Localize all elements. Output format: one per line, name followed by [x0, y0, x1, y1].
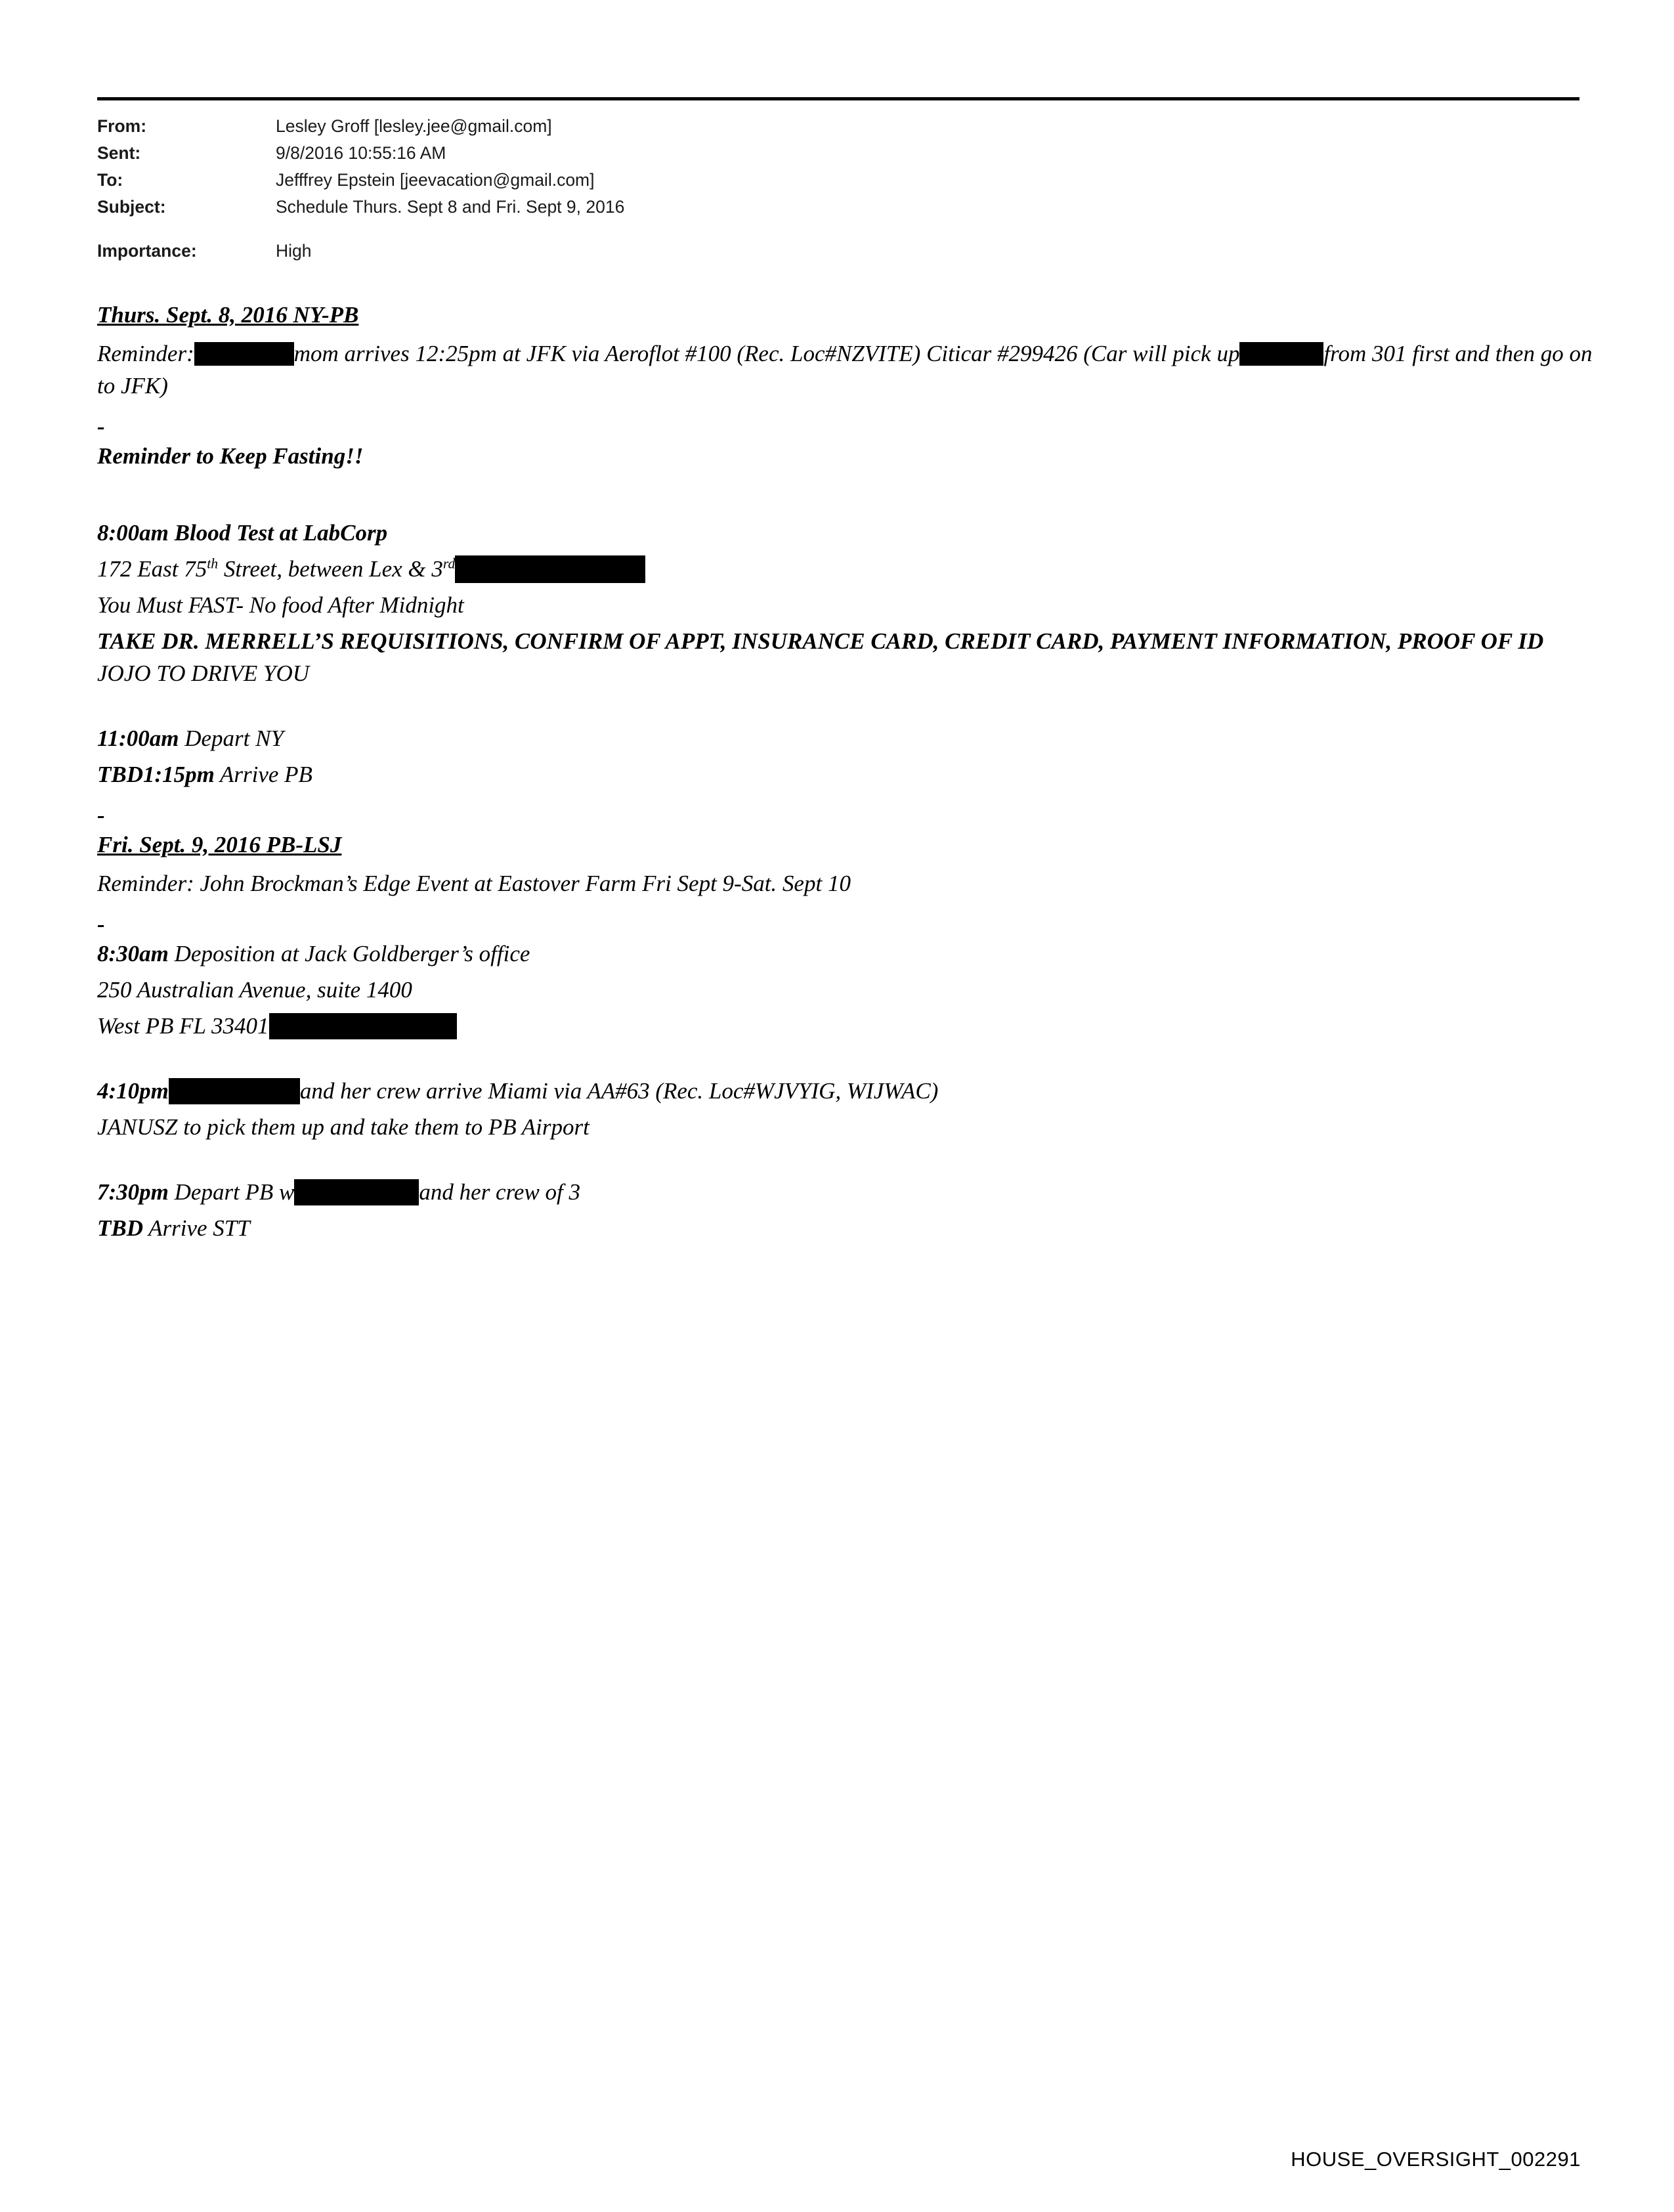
address-sup-rd: rd — [442, 555, 456, 572]
spacer — [97, 903, 1594, 918]
day2-reminder: Reminder: John Brockman’s Edge Event at Eastover Farm Fri Sept 9-Sat. Sept 10 — [97, 871, 851, 896]
day1-depart-time: 11:00am — [97, 726, 179, 751]
redaction-block — [455, 555, 645, 583]
redaction-block — [269, 1013, 457, 1039]
day2-depart-post: and her crew of 3 — [419, 1179, 581, 1205]
email-header — [97, 113, 1594, 265]
spacer — [97, 1046, 1594, 1075]
day2-miami-time: 4:10pm — [97, 1078, 169, 1104]
header-label-sent: Sent: — [97, 143, 141, 163]
day2-miami-arrival — [97, 1075, 1594, 1107]
header-row-subject — [97, 194, 1594, 221]
day2-depo-time: 8:30am — [97, 941, 169, 966]
day2-arrive-time: TBD — [97, 1215, 143, 1241]
day1-reminder-mid: mom arrives 12:25pm at JFK via Aeroflot #100 (Rec. Loc#NZVITE) Citicar #299426 (Car will pick up — [293, 341, 1240, 366]
day1-reminder-pre: Reminder: — [97, 341, 194, 366]
spacer — [97, 693, 1594, 722]
day2-depart — [97, 1176, 1594, 1208]
day1-dash-2: - — [97, 802, 105, 828]
day1-blood-test: 8:00am Blood Test at LabCorp — [97, 520, 388, 546]
day1-reminder — [97, 337, 1594, 402]
header-value-sent: 9/8/2016 10:55:16 AM — [276, 143, 446, 163]
day1-reminder-post: from 301 first and then go on to JFK) — [97, 341, 1593, 399]
day2-arrive-text: Arrive STT — [143, 1215, 250, 1241]
header-value-from: Lesley Groff [lesley.jee@gmail.com] — [276, 116, 552, 136]
redaction-block — [294, 1179, 419, 1205]
header-rule — [97, 97, 1579, 100]
day1-arrive — [97, 758, 1594, 791]
day2-arrive — [97, 1212, 1594, 1244]
bates-stamp: HOUSE_OVERSIGHT_002291 — [1291, 2148, 1581, 2171]
header-label-importance: Importance: — [97, 241, 197, 261]
day1-depart-text: Depart NY — [179, 726, 284, 751]
spacer — [97, 794, 1594, 809]
day1-fasting-reminder: Reminder to Keep Fasting!! — [97, 443, 364, 469]
day2-heading: Fri. Sept. 9, 2016 PB-LSJ — [97, 832, 342, 857]
day1-dash: - — [97, 414, 105, 439]
header-gap — [97, 221, 1594, 238]
header-row-sent — [97, 140, 1594, 167]
spacer — [97, 406, 1594, 420]
day2-pickup-note: JANUSZ to pick them up and take them to PB Airport — [97, 1114, 590, 1140]
day1-driver-note: JOJO TO DRIVE YOU — [97, 661, 310, 686]
day1-heading: Thurs. Sept. 8, 2016 NY-PB — [97, 302, 359, 328]
header-row-to — [97, 167, 1594, 194]
day2-depo-address-2 — [97, 1010, 1594, 1042]
header-label-subject: Subject: — [97, 197, 166, 217]
header-value-subject: Schedule Thurs. Sept 8 and Fri. Sept 9, 2016 — [276, 197, 625, 217]
day1-fast-note: You Must FAST- No food After Midnight — [97, 592, 464, 618]
redaction-block — [1239, 342, 1323, 366]
header-label-from: From: — [97, 116, 147, 136]
redaction-block — [169, 1078, 300, 1104]
address-sup-th: th — [207, 555, 219, 572]
document-content — [97, 113, 1594, 1248]
address-mid: Street, between Lex & 3 — [218, 556, 443, 582]
day1-arrive-time: TBD1:15pm — [97, 762, 215, 787]
header-label-to: To: — [97, 170, 123, 190]
day1-depart — [97, 722, 1594, 754]
day1-requisitions-note: TAKE DR. MERRELL’S REQUISITIONS, CONFIRM OF APPT, INSURANCE CARD, CREDIT CARD, PAYMENT INFORMATION, PROOF OF ID — [97, 628, 1544, 654]
day2-depart-time: 7:30pm — [97, 1179, 169, 1205]
day2-depo-text: Deposition at Jack Goldberger’s office — [168, 941, 530, 966]
header-row-importance — [97, 238, 1594, 265]
address-pre: 172 East 75 — [97, 556, 207, 582]
day1-arrive-text: Arrive PB — [214, 762, 312, 787]
spacer — [97, 476, 1594, 517]
day2-dash: - — [97, 911, 105, 937]
email-body — [97, 299, 1594, 1244]
spacer — [97, 1147, 1594, 1176]
header-row-from — [97, 113, 1594, 140]
day2-depo-addr2-text: West PB FL 33401 — [97, 1013, 269, 1039]
day2-deposition — [97, 938, 1594, 970]
redaction-block — [194, 342, 294, 366]
day2-depo-address-1: 250 Australian Avenue, suite 1400 — [97, 977, 412, 1003]
day1-labcorp-address — [97, 553, 1594, 585]
day2-depart-pre: Depart PB w — [168, 1179, 295, 1205]
day2-miami-text: and her crew arrive Miami via AA#63 (Rec. Loc#WJVYIG, WIJWAC) — [299, 1078, 939, 1104]
header-value-importance: High — [276, 241, 312, 261]
header-value-to: Jefffrey Epstein [jeevacation@gmail.com] — [276, 170, 595, 190]
